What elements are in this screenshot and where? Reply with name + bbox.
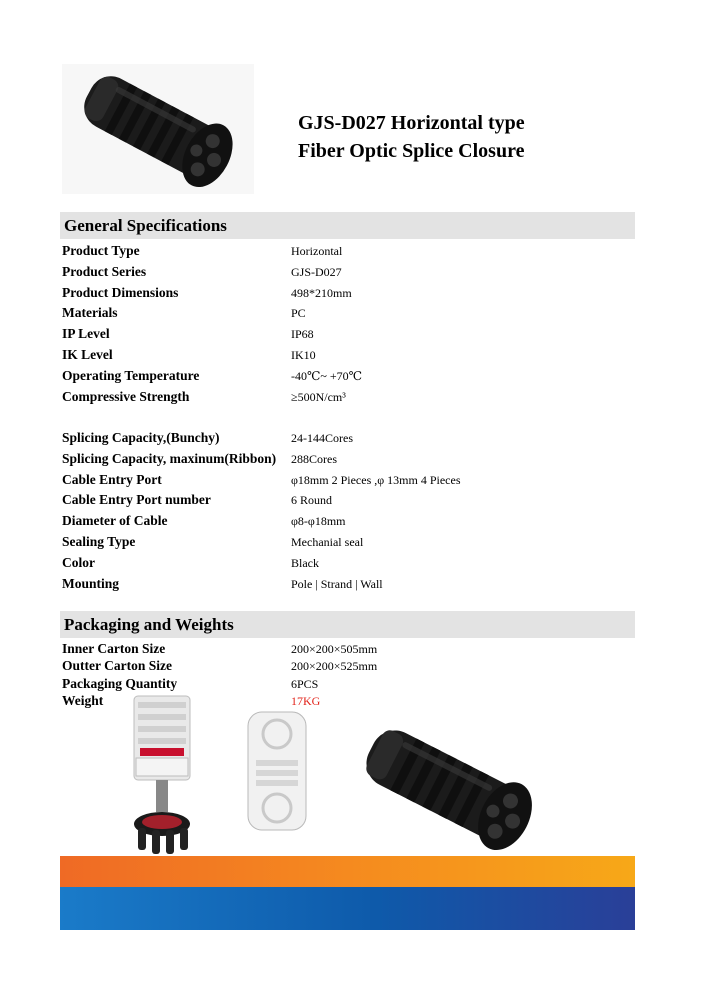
packaging-value: 6PCS	[291, 677, 319, 691]
spec-row	[62, 511, 632, 531]
spec-row	[62, 470, 632, 490]
footer-blue-band	[60, 887, 635, 930]
spec-label: Sealing Type	[62, 534, 136, 549]
spec-value: Pole | Strand | Wall	[291, 577, 383, 591]
spec-value: φ18mm 2 Pieces ,φ 13mm 4 Pieces	[291, 473, 461, 487]
spec-value: IP68	[291, 327, 314, 341]
spec-value: -40℃~ +70℃	[291, 369, 363, 383]
packaging-label: Inner Carton Size	[62, 641, 166, 656]
packaging-label: Weight	[62, 693, 104, 708]
general-specifications-heading: General Specifications	[60, 212, 635, 239]
packaging-label: Packaging Quantity	[62, 676, 178, 691]
spec-label: Splicing Capacity,(Bunchy)	[62, 430, 220, 445]
spec-row	[62, 262, 632, 282]
title-line-1: GJS-D027 Horizontal type	[298, 112, 525, 134]
spec-label: Product Dimensions	[62, 285, 179, 300]
spec-row	[62, 366, 632, 386]
spec-label: Compressive Strength	[62, 389, 190, 404]
spec-value: PC	[291, 306, 306, 320]
spec-label: Mounting	[62, 576, 120, 591]
spec-value: IK10	[291, 348, 316, 362]
spec-value: 288Cores	[291, 452, 337, 466]
spec-row	[62, 490, 632, 510]
splice-tray-image	[244, 708, 310, 834]
packaging-weights-heading: Packaging and Weights	[60, 611, 635, 638]
splice-tray-stack-image	[122, 692, 207, 856]
spec-label: Operating Temperature	[62, 368, 200, 383]
spec-value: φ8-φ18mm	[291, 514, 346, 528]
spec-row	[62, 345, 632, 365]
spec-label: Splicing Capacity, maxinum(Ribbon)	[62, 451, 277, 466]
spec-row	[62, 303, 632, 323]
packaging-value: 200×200×525mm	[291, 659, 378, 673]
packaging-value: 200×200×505mm	[291, 642, 378, 656]
weight-value: 17KG	[291, 694, 321, 708]
packaging-row	[62, 657, 632, 677]
spec-value: GJS-D027	[291, 265, 342, 279]
spec-label: Product Type	[62, 243, 140, 258]
spec-label: Diameter of Cable	[62, 513, 168, 528]
spec-row	[62, 553, 632, 573]
spec-label: Materials	[62, 305, 118, 320]
footer-orange-band	[60, 856, 635, 887]
spec-value: 6 Round	[291, 493, 333, 507]
spec-value: 498*210mm	[291, 286, 352, 300]
spec-row	[62, 241, 632, 261]
spec-row	[62, 387, 632, 407]
spec-row	[62, 324, 632, 344]
packaging-label: Outter Carton Size	[62, 658, 172, 673]
spec-row	[62, 428, 632, 448]
spec-value: Horizontal	[291, 244, 343, 258]
spec-row	[62, 532, 632, 552]
title-line-2: Fiber Optic Splice Closure	[298, 140, 525, 162]
spec-row	[62, 574, 632, 594]
spec-label: Cable Entry Port number	[62, 492, 211, 507]
spec-label: Cable Entry Port	[62, 472, 162, 487]
spec-value: Mechanial seal	[291, 535, 364, 549]
spec-row	[62, 449, 632, 469]
spec-label: Color	[62, 555, 95, 570]
spec-label: IP Level	[62, 326, 110, 341]
spec-value: 24-144Cores	[291, 431, 353, 445]
product-title	[298, 109, 525, 165]
spec-value: ≥500N/cm³	[291, 390, 346, 404]
splice-closure-image	[344, 718, 559, 858]
spec-value: Black	[291, 556, 319, 570]
spec-label: Product Series	[62, 264, 147, 279]
spec-label: IK Level	[62, 347, 113, 362]
spec-row	[62, 283, 632, 303]
splice-closure-hero-image	[62, 64, 254, 194]
